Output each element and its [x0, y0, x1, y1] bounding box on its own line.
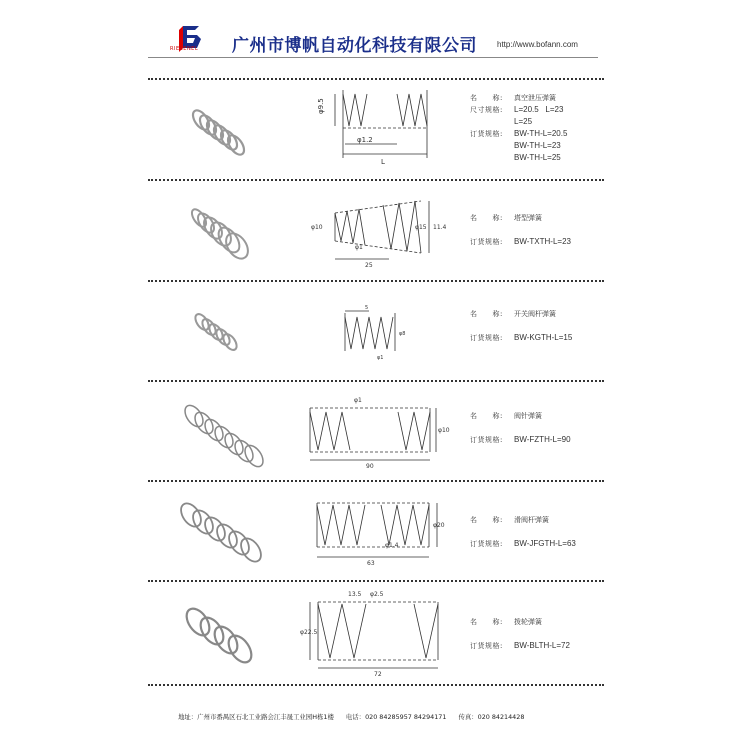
row-divider: [148, 179, 604, 181]
order-code: BW-TH-L=25: [514, 153, 561, 162]
dim-label: φ10: [311, 224, 323, 231]
order-label: 订货规格:: [470, 436, 503, 444]
dim-label: φ22.5: [300, 629, 318, 636]
dim-label: 72: [374, 671, 382, 678]
name-label: 名 称:: [470, 412, 503, 420]
dim-label: φ15: [415, 224, 427, 231]
order-code: BW-BLTH-L=72: [514, 641, 570, 650]
dim-label: 11.4: [433, 224, 447, 231]
dim-label: 5: [365, 305, 369, 311]
row-divider: [148, 480, 604, 482]
header-divider: [148, 57, 598, 58]
dim-label: φ1.4: [385, 542, 399, 549]
footer-phone: 电话：020 84285957 84294171: [345, 713, 447, 721]
size-label: 尺寸规格:: [470, 106, 503, 114]
row-divider: [148, 380, 604, 382]
spring-photo: [185, 200, 255, 262]
product-spec: [470, 92, 567, 164]
product-name: 滑阀杆弹簧: [514, 516, 549, 524]
order-label: 订货规格:: [470, 334, 503, 342]
footer-address: 地址：广州市番禺区石北工业路会江丰晟工业园H栋1楼: [178, 713, 334, 721]
dim-label: φ20: [433, 522, 445, 529]
spring-photo: [190, 308, 250, 353]
size-value: L=25: [514, 117, 533, 126]
order-code: BW-TH-L=20.5: [514, 129, 568, 138]
product-spec: [470, 308, 572, 344]
row-divider: [148, 684, 604, 686]
product-name: 阀针弹簧: [514, 412, 542, 420]
size-value: L=20.5: [514, 105, 539, 114]
dim-label: φ8: [399, 331, 406, 337]
product-name: 拨轮弹簧: [514, 618, 542, 626]
order-code: BW-KGTH-L=15: [514, 333, 573, 342]
dim-label: 25: [365, 262, 373, 269]
product-name: 塔型弹簧: [514, 214, 542, 222]
row-divider: [148, 580, 604, 582]
name-label: 名 称:: [470, 310, 503, 318]
spring-photo: [180, 600, 265, 672]
dim-label: φ10: [438, 427, 450, 434]
order-label: 订货规格:: [470, 642, 503, 650]
product-spec: [470, 410, 571, 446]
spring-drawing: [305, 193, 445, 268]
product-name: 真空泄压弹簧: [514, 94, 556, 102]
spring-drawing: [305, 495, 450, 571]
order-code: BW-FZTH-L=90: [514, 435, 571, 444]
company-name: 广州市博帆自动化科技有限公司: [232, 36, 477, 56]
spring-photo: [185, 100, 255, 160]
order-code: BW-TH-L=23: [514, 141, 561, 150]
dim-label: 13.5: [348, 591, 362, 598]
product-spec: [470, 212, 571, 248]
dim-label: φ9.5: [317, 98, 325, 114]
dim-label: φ1: [377, 355, 384, 361]
spring-drawing: [305, 86, 445, 168]
name-label: 名 称:: [470, 214, 503, 222]
name-label: 名 称:: [470, 516, 503, 524]
product-spec: [470, 514, 576, 550]
product-name: 开关阀杆弹簧: [514, 310, 556, 318]
order-label: 订货规格:: [470, 130, 503, 138]
dim-label: φ1.2: [357, 136, 373, 144]
spring-photo: [175, 497, 270, 567]
row-divider: [148, 280, 604, 282]
product-spec: [470, 616, 570, 652]
spring-drawing: [335, 303, 415, 363]
dim-label: φ1: [355, 244, 363, 251]
order-label: 订货规格:: [470, 540, 503, 548]
size-value: L=23: [545, 105, 564, 114]
order-label: 订货规格:: [470, 238, 503, 246]
order-code: BW-TXTH-L=23: [514, 237, 571, 246]
dim-label: 90: [366, 463, 374, 470]
spring-photo: [180, 398, 270, 468]
page-footer: [178, 712, 534, 721]
dim-label: φ1: [354, 397, 362, 404]
footer-fax: 传真：020 84214428: [458, 713, 525, 721]
name-label: 名 称:: [470, 618, 503, 626]
row-divider: [148, 78, 604, 80]
dim-label: L: [381, 158, 385, 166]
spring-drawing: [300, 588, 450, 676]
name-label: 名 称:: [470, 94, 503, 102]
dim-label: φ2.5: [370, 591, 384, 598]
website-url[interactable]: http://www.bofann.com: [497, 40, 578, 49]
dim-label: 63: [367, 560, 375, 567]
page-header: [0, 0, 750, 62]
order-code: BW-JFGTH-L=63: [514, 539, 576, 548]
logo-text: RIESENEL: [170, 46, 199, 52]
spring-drawing: [300, 394, 450, 472]
